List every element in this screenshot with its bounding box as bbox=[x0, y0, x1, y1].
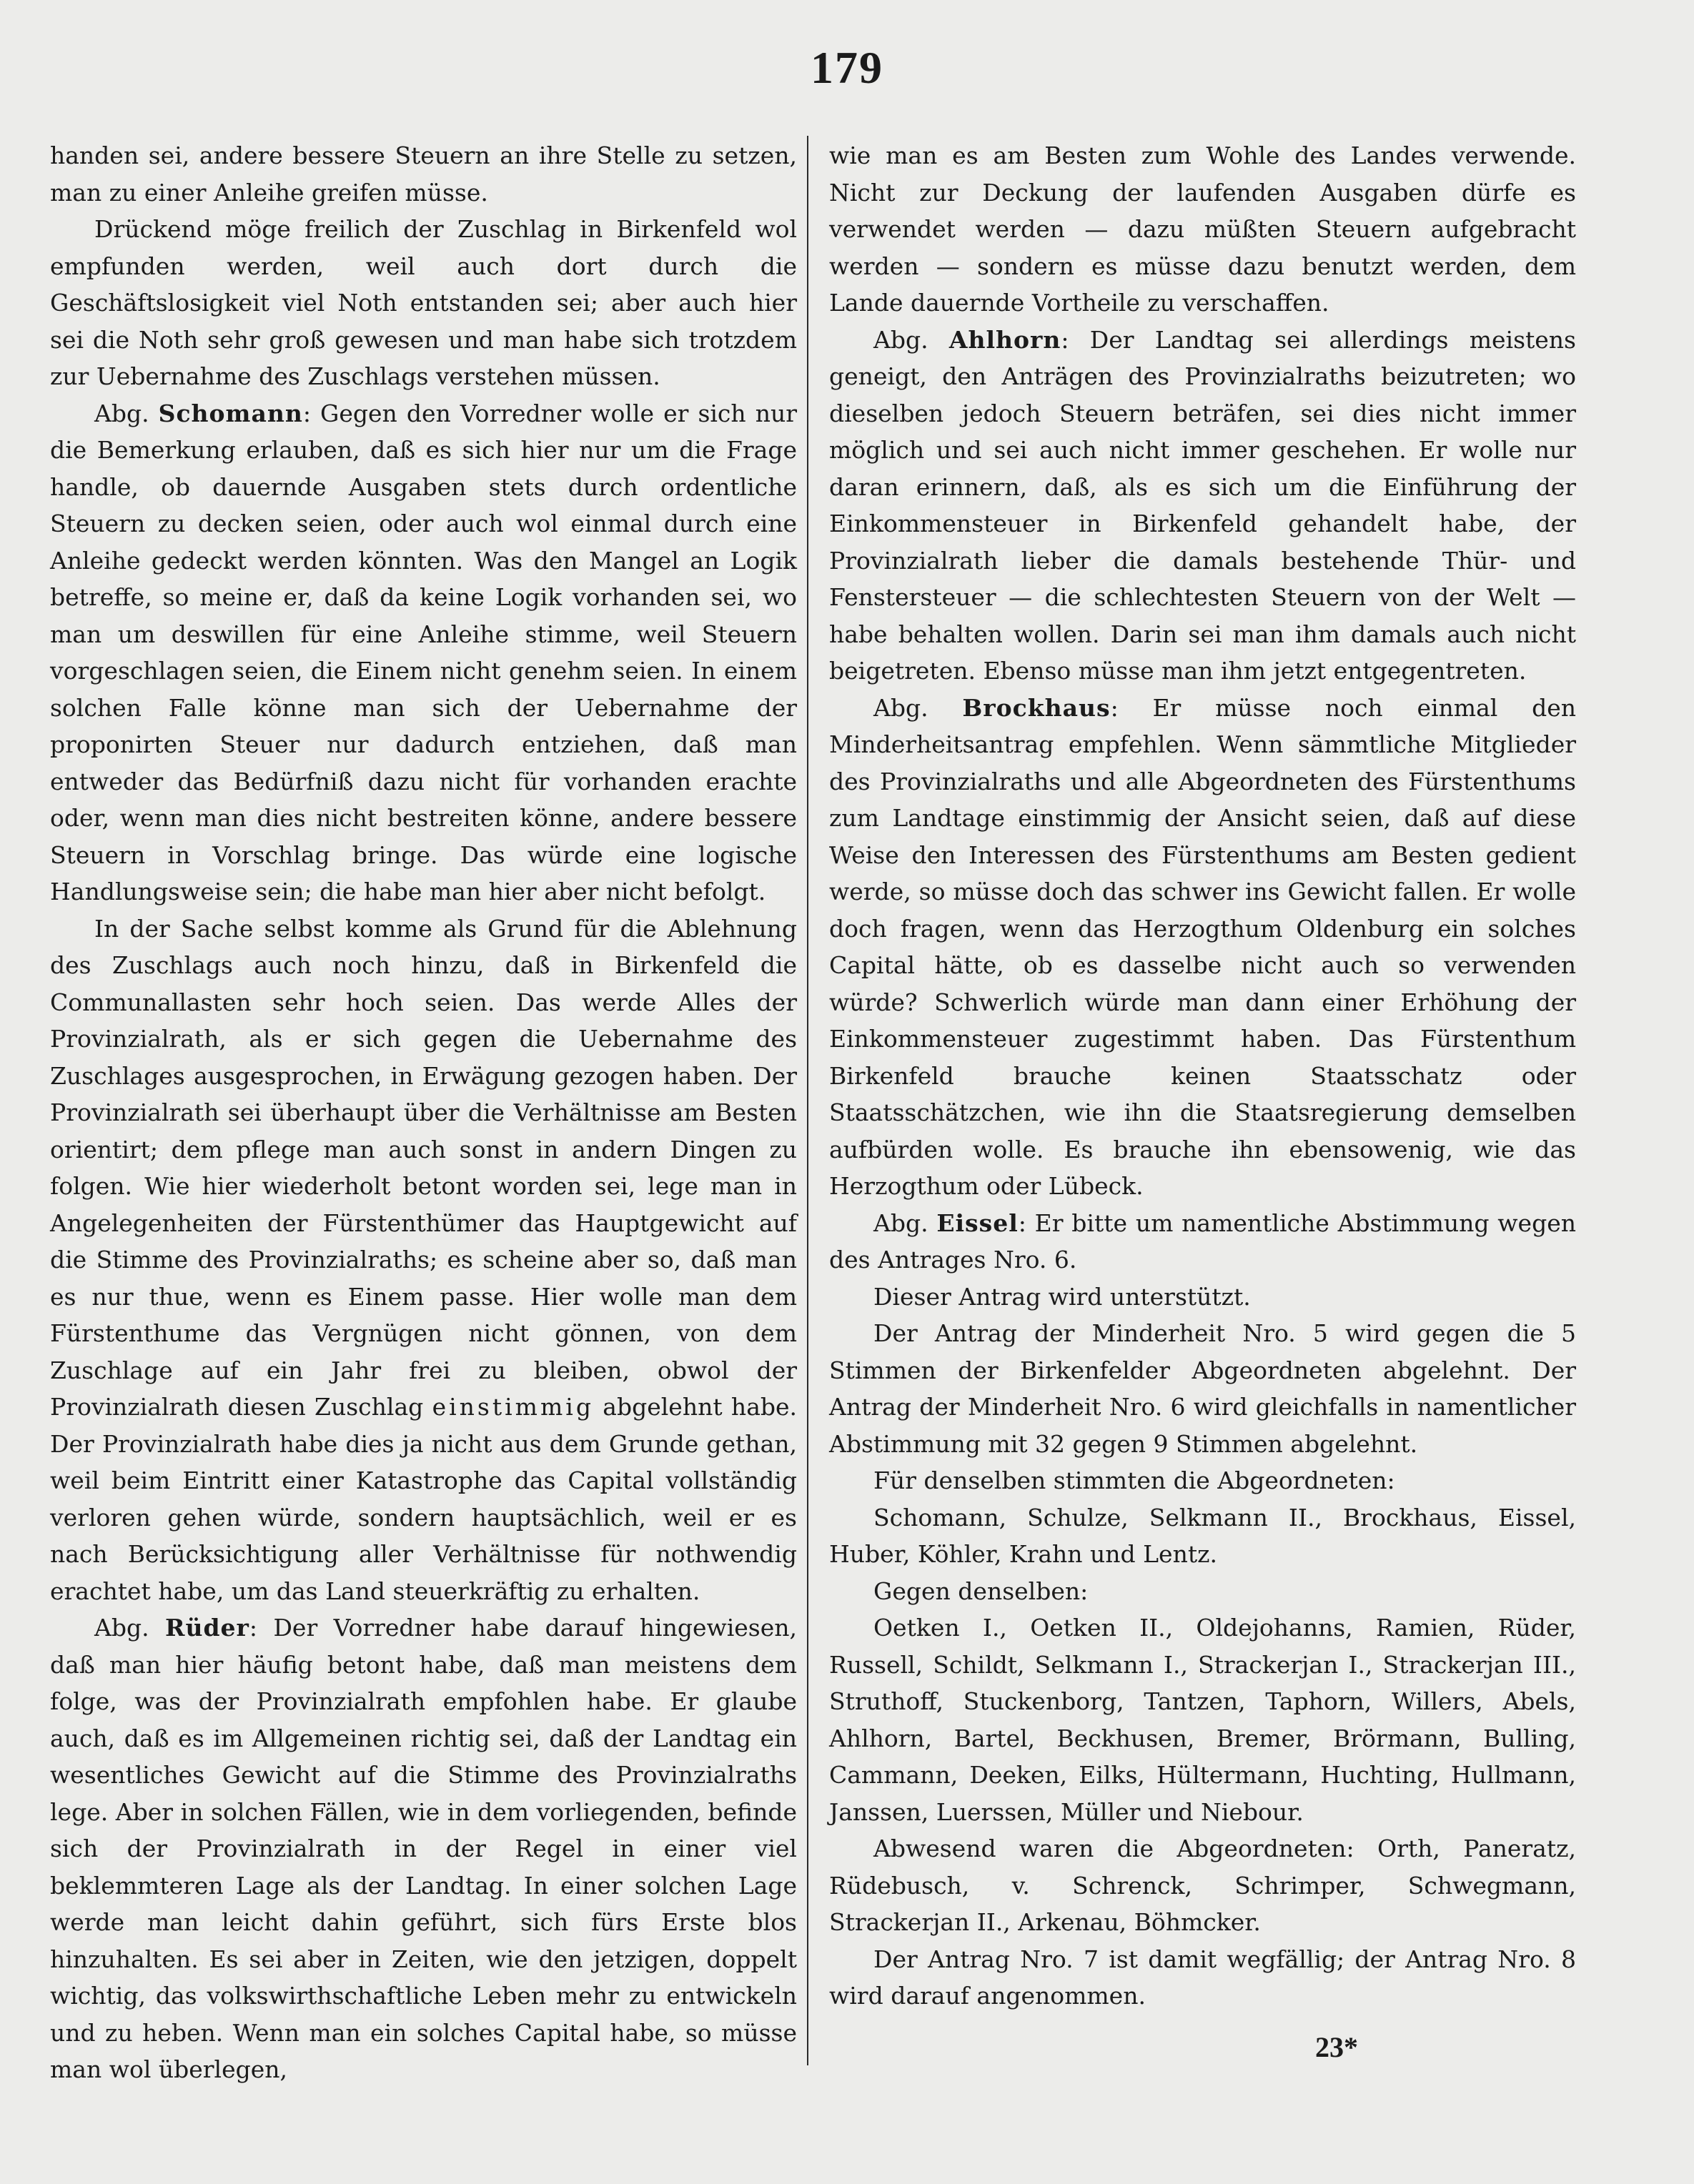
paragraph: Der Antrag Nro. 7 ist damit wegfällig; der Antrag Nro. 8 wird darauf angenommen. bbox=[829, 1945, 1576, 2010]
paragraph bbox=[50, 910, 797, 1610]
speech-schomann bbox=[50, 395, 797, 910]
speaker-prefix: Abg. bbox=[94, 1614, 166, 1642]
speaker-prefix: Abg. bbox=[873, 693, 963, 722]
page-number: 179 bbox=[811, 42, 883, 93]
speaker-prefix: Abg. bbox=[873, 1208, 937, 1237]
paragraph-text: In der Sache selbst komme als Grund für die Ablehnung des Zuschlags auch noch hinzu, daß in Birkenfeld die Communallasten sehr hoch seien. Das werde Alles der Provinzialrath, als er sich gegen die Uebernahme des Zuschlages ausgesprochen, in Erwägung gezogen haben. Der Provinzialrath sei überhaupt über die Verhältnisse am Besten orientirt; dem pflege man auch sonst in andern Dingen zu folgen. Wie hier wiederholt betont worden sei, lege man in Angelegenheiten der Fürstenthümer das Hauptgewicht auf die Stimme des Provinzialraths; es scheine aber so, daß man es nur thue, wenn es Einem passe. Hier wolle man dem Fürstenthume das Vergnügen nicht gönnen, von dem Zuschlage auf ein Jahr frei zu bleiben, obwol der Provinzialrath diesen Zuschlag bbox=[50, 914, 797, 1421]
signature-mark: 23* bbox=[1315, 2031, 1358, 2063]
speech-text: : Er müsse noch einmal den Minderheitsantrag empfehlen. Wenn sämmtliche Mitglieder des Provinzialraths und alle Abgeordneten des Fürstenthums zum Landtage einstimmig der Ansicht seien, daß auf diese Weise den Interessen des Fürstenthums am Besten gedient werde, so müsse doch das schwer ins Gewicht fallen. Er wolle doch fragen, wenn das Herzogthum Oldenburg ein solches Capital hätte, ob es dasselbe nicht auch so verwenden würde? Schwerlich würde man dann einer Erhöhung der Einkommensteuer zugestimmt haben. Das Fürstenthum Birkenfeld brauche keinen Staatsschatz oder Staatsschätzchen, wie ihn die Staatsregierung demselben aufbürden wolle. Es brauche ihn ebensowenig, wie das Herzogthum oder Lübeck. bbox=[829, 693, 1577, 1200]
paragraph: Gegen denselben: bbox=[873, 1577, 1089, 1605]
speech-text: : Der Landtag sei allerdings meistens geneigt, den Anträgen des Provinzialraths beizutreten; wo dieselben jedoch Steuern beträfen, sei dies nicht immer möglich und sei auch nicht immer geschehen. Er wolle nur daran erinnern, daß, als es sich um die Einführung der Einkommensteuer in Birkenfeld gehandelt habe, der Provinzialrath lieber die damals bestehende Thür- und Fenstersteuer — die schlechtesten Steuern von der Welt — habe behalten wollen. Darin sei man ihm damals auch nicht beigetreten. Ebenso müsse man ihm jetzt entgegentreten. bbox=[829, 325, 1576, 685]
speech-text: : Gegen den Vorredner wolle er sich nur die Bemerkung erlauben, daß es sich hier nur um die Frage handle, ob dauernde Ausgaben stets durch ordentliche Steuern zu decken seien, oder auch wol einmal durch eine Anleihe gedeckt werden könnten. Was den Mangel an Logik betreffe, so meine er, daß da keine Logik vorhanden sei, wo man um deswillen für eine Anleihe stimme, weil Steuern vorgeschlagen seien, die Einem nicht genehm seien. In einem solchen Falle könne man sich der Uebernahme der proponirten Steuer nur dadurch entziehen, daß man entweder das Bedürfniß dazu nicht für vorhanden erachte oder, wenn man dies nicht bestreiten könne, andere bessere Steuern in Vorschlag bringe. Das würde eine logische Handlungsweise sein; die habe man hier aber nicht befolgt. bbox=[50, 399, 797, 905]
speech-ahlhorn bbox=[829, 322, 1576, 690]
paragraph: Für denselben stimmten die Abgeordneten: bbox=[873, 1466, 1395, 1494]
left-column bbox=[50, 137, 797, 2088]
paragraph: handen sei, andere bessere Steuern an ihre Stelle zu setzen, man zu einer Anleihe greifen müsse. bbox=[50, 142, 797, 207]
paragraph: Drückend möge freilich der Zuschlag in Birkenfeld wol empfunden werden, weil auch dort durch die Geschäftslosigkeit viel Noth entstanden sei; aber auch hier sei die Noth sehr groß gewesen und man habe sich trotzdem zur Uebernahme des Zuschlags verstehen müssen. bbox=[50, 215, 797, 390]
name-list-for: Schomann, Schulze, Selkmann II., Brockhaus, Eissel, Huber, Köhler, Krahn und Lentz. bbox=[829, 1503, 1576, 1568]
speaker-prefix: Abg. bbox=[94, 399, 159, 427]
paragraph: Abwesend waren die Abgeordneten: Orth, Paneratz, Rüdebusch, v. Schrenck, Schrimper, Schwegmann, Strackerjan II., Arkenau, Böhmcker. bbox=[829, 1835, 1576, 1936]
column-divider bbox=[807, 136, 808, 2065]
speaker-name: Ahlhorn bbox=[948, 325, 1061, 354]
speech-rueder bbox=[50, 1609, 797, 2088]
speech-text: : Er bitte um namentliche Abstimmung wegen des Antrages Nro. 6. bbox=[829, 1208, 1576, 1274]
paragraph: Dieser Antrag wird unterstützt. bbox=[873, 1282, 1251, 1311]
speech-eissel bbox=[829, 1205, 1576, 1279]
paragraph: Der Antrag der Minderheit Nro. 5 wird gegen die 5 Stimmen der Birkenfelder Abgeordneten abgelehnt. Der Antrag der Minderheit Nro. 6 wird gleichfalls in namentlicher Abstimmung mit 32 gegen 9 Stimmen abgelehnt. bbox=[829, 1319, 1576, 1458]
speaker-name: Brockhaus bbox=[962, 693, 1111, 722]
emphasis-text: einstimmig bbox=[432, 1393, 594, 1421]
speaker-name: Rüder bbox=[165, 1614, 249, 1642]
speaker-prefix: Abg. bbox=[873, 325, 949, 354]
name-list-against: Oetken I., Oetken II., Oldejohanns, Ramien, Rüder, Russell, Schildt, Selkmann I., Strackerjan I., Strackerjan III., Struthoff, Stuckenborg, Tantzen, Taphorn, Willers, Abels, Ahlhorn, Bartel, Beckhusen, Bremer, Brörmann, Bulling, Cammann, Deeken, Eilks, Hültermann, Huchting, Hullmann, Janssen, Luerssen, Müller und Niebour. bbox=[829, 1614, 1576, 1826]
speaker-name: Eissel bbox=[936, 1208, 1019, 1237]
right-column bbox=[829, 137, 1576, 2015]
speaker-name: Schomann bbox=[158, 399, 303, 427]
paragraph: wie man es am Besten zum Wohle des Landes verwende. Nicht zur Deckung der laufenden Ausgaben dürfe es verwendet werden — dazu müßten Steuern aufgebracht werden — sondern es müsse dazu benutzt werden, dem Lande dauernde Vortheile zu verschaffen. bbox=[829, 142, 1576, 317]
speech-brockhaus bbox=[829, 690, 1576, 1205]
speech-text: : Der Vorredner habe darauf hingewiesen, daß man hier häufig betont habe, daß man meistens dem folge, was der Provinzialrath empfohlen habe. Er glaube auch, daß es im Allgemeinen richtig sei, daß der Landtag ein wesentliches Gewicht auf die Stimme des Provinzialraths lege. Aber in solchen Fällen, wie in dem vorliegenden, befinde sich der Provinzialrath in der Regel in einer viel beklemmteren Lage als der Landtag. In einer solchen Lage werde man leicht dahin geführt, sich fürs Erste blos hinzuhalten. Es sei aber in Zeiten, wie den jetzigen, doppelt wichtig, das volkswirthschaftliche Leben mehr zu entwickeln und zu heben. Wenn man ein solches Capital habe, so müsse man wol überlegen, bbox=[50, 1614, 798, 2083]
paragraph-text: abgelehnt habe. Der Provinzialrath habe dies ja nicht aus dem Grunde gethan, weil beim Eintritt einer Katastrophe das Capital vollständig verloren gehen würde, sondern hauptsächlich, weil er es nach Berücksichtigung aller Verhältnisse für nothwendig erachtet habe, um das Land steuerkräftig zu erhalten. bbox=[50, 1393, 798, 1605]
